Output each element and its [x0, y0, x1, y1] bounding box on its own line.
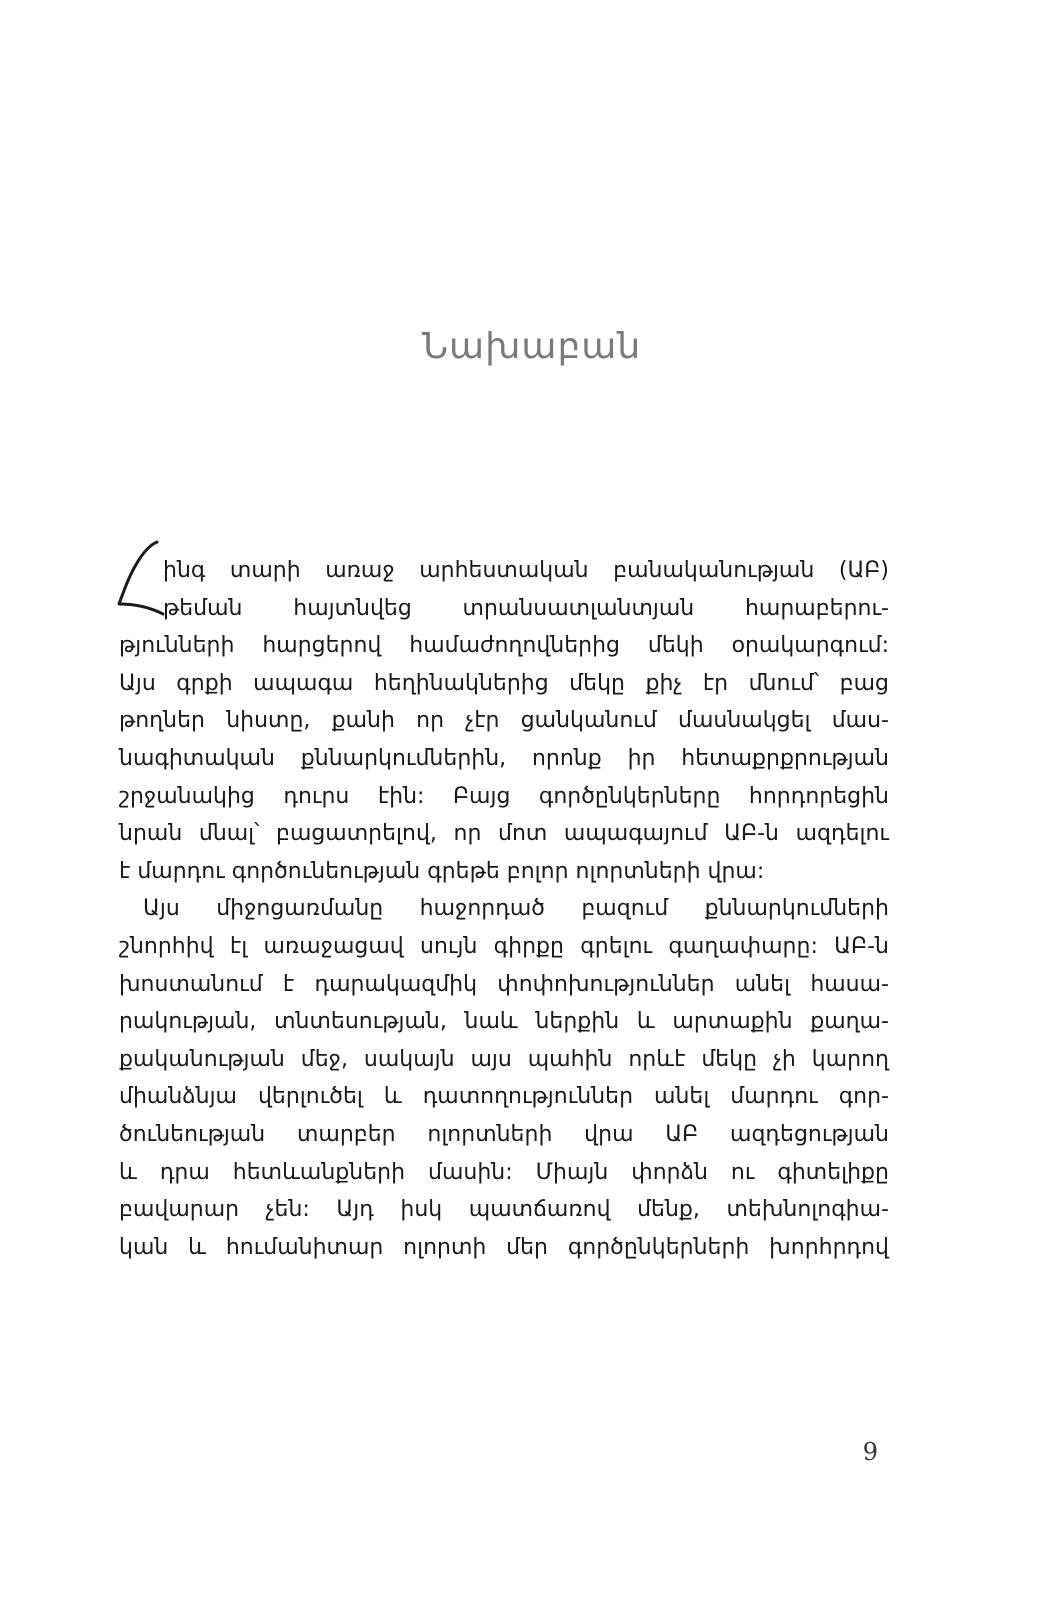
paragraph-line: շրջանակից դուրս էին: Բայց գործընկերները հորդորեցին — [119, 783, 889, 809]
paragraph-line: միանձնյա վերլուծել և դատողություններ անել մարդու գոր- — [119, 1084, 889, 1110]
paragraph-line: ծունեության տարբեր ոլորտների վրա ԱԲ ազդեցության — [119, 1121, 889, 1147]
paragraph-line: Այս միջոցառմանը հաջորդած բազում քննարկումների — [143, 896, 889, 922]
paragraph-line: կան և հումանիտար ոլորտի մեր գործընկերների խորհրդով — [119, 1234, 889, 1260]
dropcap-letter — [113, 540, 165, 622]
paragraph-line: և դրա հետևանքների մասին: Միայն փորձն ու գիտելիքը — [119, 1159, 889, 1185]
paragraph-line: թյունների հարցերով համաժողովներից մեկի օրակարգում: — [119, 633, 889, 659]
paragraph-line: րակության, տնտեսության, նաև ներքին և արտաքին քաղա- — [119, 1009, 889, 1035]
paragraph-line: քականության մեջ, սակայն այս պահին որևէ մեկը չի կարող — [119, 1046, 889, 1072]
paragraph-line: թեման հայտնվեց տրանսատլանտյան հարաբերու- — [163, 595, 889, 621]
paragraph-line: ինգ տարի առաջ արհեստական բանականության (ԱԲ) — [163, 558, 889, 583]
chapter-title: Նախաբան — [421, 326, 642, 367]
page-number: 9 — [862, 1438, 878, 1466]
paragraph-line: նագիտական քննարկումներին, որոնք իր հետաքրքրության — [119, 745, 889, 771]
paragraph-line: թողներ նիստը, քանի որ չէր ցանկանում մասնակցել մաս- — [119, 708, 889, 734]
body-text — [119, 552, 889, 1266]
paragraph-line: է մարդու գործունեության գրեթե բոլոր ոլորտների վրա: — [119, 858, 765, 884]
paragraph-line: բավարար չեն: Այդ իսկ պատճառով մենք, տեխնոլոգիա- — [119, 1197, 889, 1223]
paragraph-line: նրան մնալ՝ բացատրելով, որ մոտ ապագայում ԱԲ-ն ազդելու — [119, 821, 889, 847]
paragraph-line: շնորհիվ էլ առաջացավ սույն գիրքը գրելու գաղափարը: ԱԲ-ն — [119, 933, 889, 959]
paragraph-line: խոստանում է դարակազմիկ փոփոխություններ անել հասա- — [119, 971, 889, 997]
paragraph-line: Այս գրքի ապագա հեղինակներից մեկը քիչ էր մնում՝ բաց — [119, 670, 889, 696]
